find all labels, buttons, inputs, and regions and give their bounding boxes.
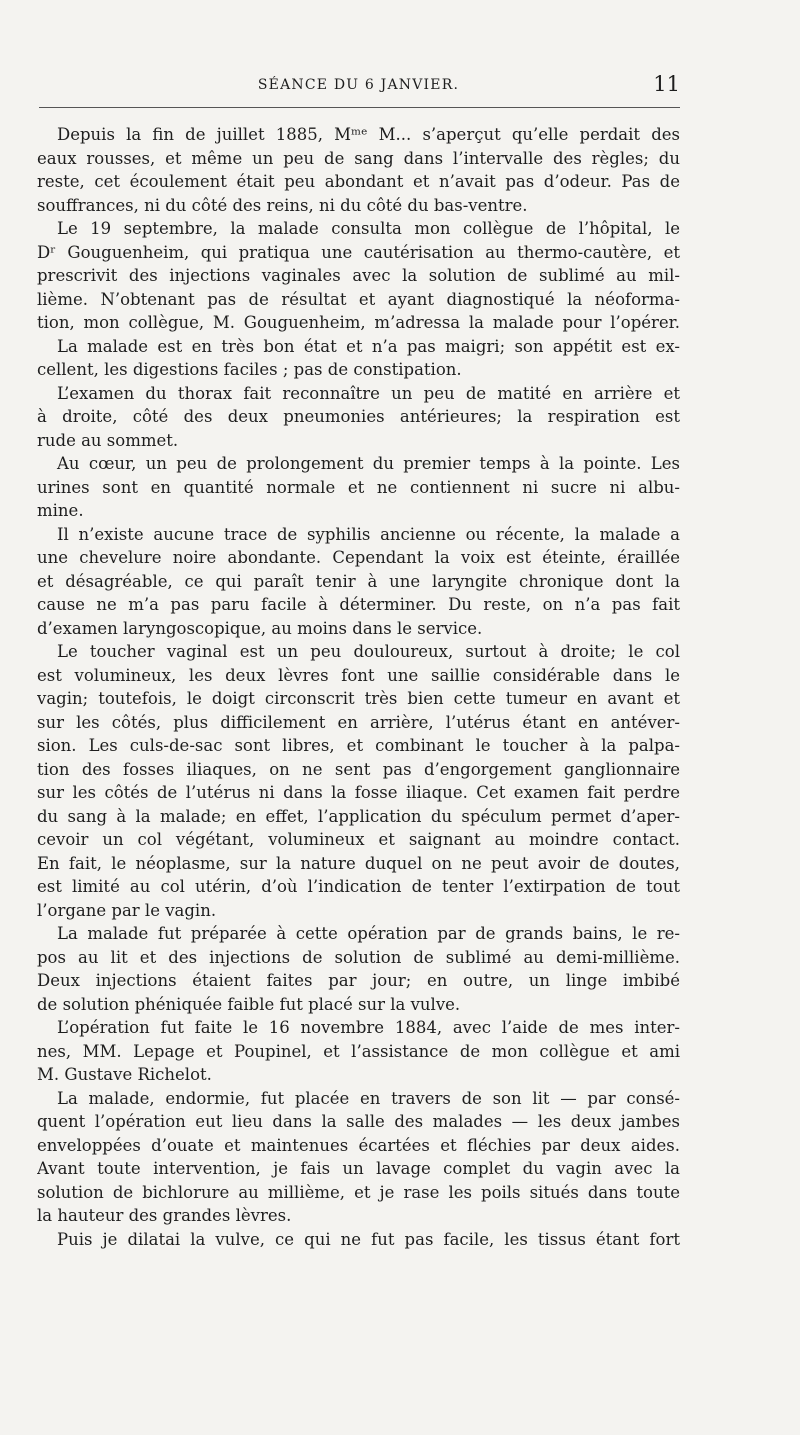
text-line: sur les côtés, plus difficilement en arrière, l’utérus étant en antéver-: [37, 712, 680, 732]
text-line: de solution phéniquée faible fut placé sur la vulve.: [37, 994, 461, 1014]
text-line: tion, mon collègue, M. Gouguenheim, m’adressa la malade pour l’opérer.: [37, 313, 680, 332]
text-line: Deux injections étaient faites par jour; en outre, un linge imbibé: [37, 971, 680, 990]
text-line: mine.: [37, 501, 84, 520]
text-line: lième. N’obtenant pas de résultat et ayant diagnostiqué la néoforma-: [37, 289, 680, 309]
text-line: quent l’opération eut lieu dans la salle des malades — les deux jambes: [37, 1112, 680, 1131]
text-line: tion des fosses iliaques, on ne sent pas d’engorgement ganglionnaire: [37, 759, 680, 779]
text-line: Le 19 septembre, la malade consulta mon collègue de l’hôpital, le: [57, 219, 680, 238]
text-line: Il n’existe aucune trace de syphilis ancienne ou récente, la malade a: [57, 524, 680, 544]
page-number: 11: [653, 72, 680, 96]
text-line: Au cœur, un peu de prolongement du premier temps à la pointe. Les: [57, 454, 680, 473]
text-line: souffrances, ni du côté des reins, ni du côté du bas-ventre.: [37, 195, 528, 215]
text-line: Le toucher vaginal est un peu douloureux, surtout à droite; le col: [57, 642, 680, 661]
text-line: et désagréable, ce qui paraît tenir à une laryngite chronique dont la: [37, 571, 680, 591]
header-rule: [39, 107, 680, 108]
text-line: l’organe par le vagin.: [37, 900, 217, 920]
text-line: Depuis la fin de juillet 1885, Mᵐᵉ M... s’aperçut qu’elle perdait des: [57, 125, 680, 144]
text-line: enveloppées d’ouate et maintenues écartées et fléchies par deux aides.: [37, 1135, 680, 1155]
text-line: est limité au col utérin, d’où l’indication de tenter l’extirpation de tout: [37, 877, 680, 896]
text-line: cellent, les digestions faciles ; pas de constipation.: [37, 360, 462, 379]
text-line: cevoir un col végétant, volumineux et saignant au moindre contact.: [37, 830, 680, 849]
text-line: L’examen du thorax fait reconnaître un peu de matité en arrière et: [57, 383, 680, 403]
text-line: eaux rousses, et même un peu de sang dans l’intervalle des règles; du: [37, 148, 680, 168]
body-text: [37, 123, 680, 1251]
text-line: M. Gustave Richelot.: [37, 1065, 212, 1084]
running-header: [37, 72, 680, 98]
text-line: d’examen laryngoscopique, au moins dans le service.: [37, 618, 483, 638]
text-line: une chevelure noire abondante. Cependant la voix est éteinte, éraillée: [37, 548, 680, 567]
text-line: reste, cet écoulement était peu abondant et n’avait pas d’odeur. Pas de: [37, 172, 680, 191]
text-line: vagin; toutefois, le doigt circonscrit très bien cette tumeur en avant et: [37, 689, 680, 708]
text-line: pos au lit et des injections de solution de sublimé au demi-millième.: [37, 947, 680, 967]
text-line: cause ne m’a pas paru facile à déterminer. Du reste, on n’a pas fait: [37, 595, 680, 614]
text-line: La malade, endormie, fut placée en travers de son lit — par consé-: [57, 1088, 680, 1108]
text-line: Avant toute intervention, je fais un lavage complet du vagin avec la: [37, 1159, 680, 1178]
text-line: La malade est en très bon état et n’a pas maigri; son appétit est ex-: [57, 336, 680, 356]
text-line: En fait, le néoplasme, sur la nature duquel on ne peut avoir de doutes,: [37, 853, 680, 873]
text-line: sion. Les culs-de-sac sont libres, et combinant le toucher à la palpa-: [37, 736, 680, 755]
running-title: SÉANCE DU 6 JANVIER.: [257, 77, 460, 93]
text-line: L’opération fut faite le 16 novembre 1884, avec l’aide de mes inter-: [57, 1018, 680, 1037]
text-line: Dʳ Gouguenheim, qui pratiqua une cautérisation au thermo-cautère, et: [37, 242, 680, 262]
text-line: rude au sommet.: [37, 430, 179, 450]
text-line: prescrivit des injections vaginales avec la solution de sublimé au mil-: [37, 266, 680, 285]
text-line: solution de bichlorure au millième, et je rase les poils situés dans toute: [37, 1182, 680, 1202]
text-line: urines sont en quantité normale et ne contiennent ni sucre ni albu-: [37, 477, 680, 497]
text-line: la hauteur des grandes lèvres.: [37, 1206, 292, 1225]
text-line: La malade fut préparée à cette opération par de grands bains, le re-: [57, 924, 680, 943]
text-line: nes, MM. Lepage et Poupinel, et l’assistance de mon collègue et ami: [37, 1041, 680, 1061]
text-line: Puis je dilatai la vulve, ce qui ne fut pas facile, les tissus étant fort: [57, 1229, 680, 1249]
text-line: est volumineux, les deux lèvres font une saillie considérable dans le: [37, 665, 680, 685]
text-line: sur les côtés de l’utérus ni dans la fosse iliaque. Cet examen fait perdre: [37, 783, 680, 802]
text-line: du sang à la malade; en effet, l’application du spéculum permet d’aper-: [37, 806, 680, 826]
text-line: à droite, côté des deux pneumonies antérieures; la respiration est: [37, 407, 680, 426]
